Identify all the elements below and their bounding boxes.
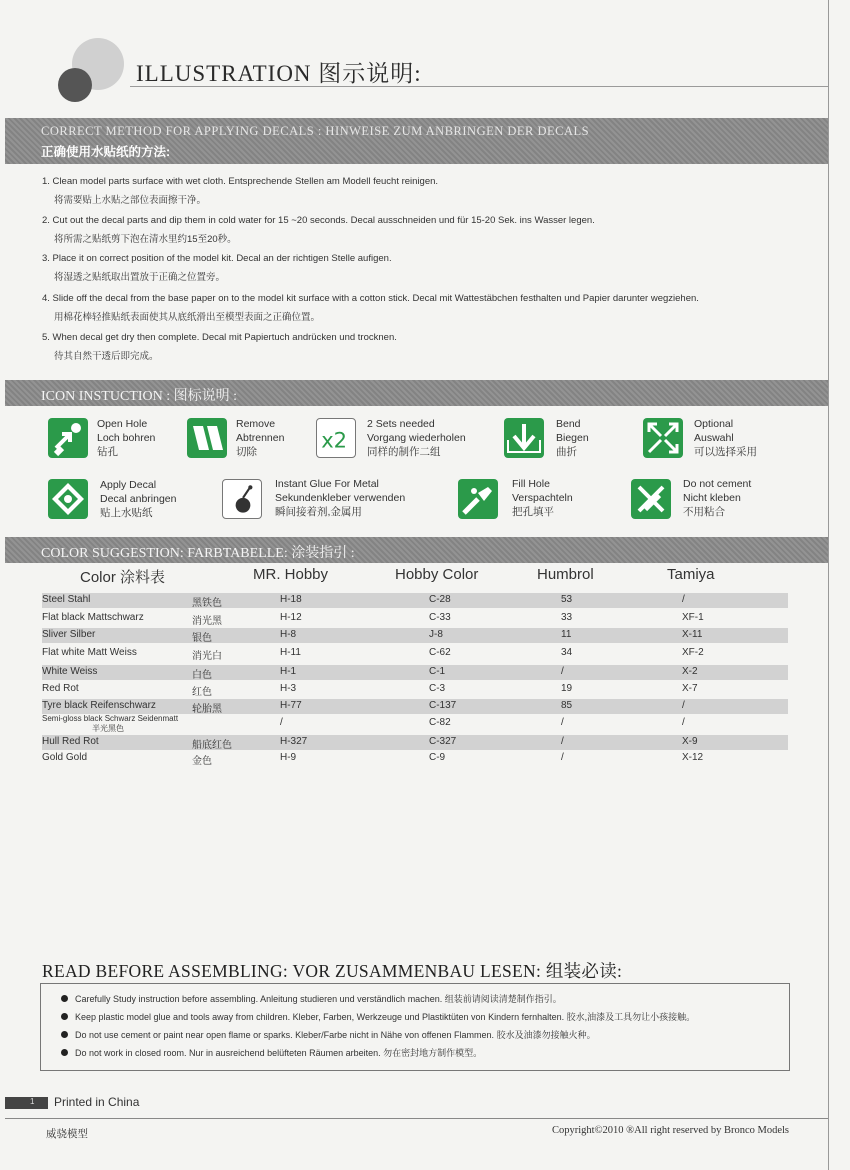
read-before-item xyxy=(61,1028,596,1041)
color-name-en: Hull Red Rot xyxy=(42,736,99,747)
tamiya-code: XF-1 xyxy=(682,612,704,623)
page-title: ILLUSTRATION 图示说明: xyxy=(136,61,422,86)
apply-decal-label xyxy=(100,478,176,520)
remove-label xyxy=(236,417,284,459)
sets-needed-label xyxy=(367,417,466,459)
humbrol-code: 11 xyxy=(561,629,572,640)
color-name-cn: 黑铁色 xyxy=(192,598,222,609)
bullet-icon xyxy=(61,1049,68,1056)
tamiya-code: X-11 xyxy=(682,629,703,640)
decal-step-cn: 将湿透之贴纸取出置放于正确之位置旁。 xyxy=(54,272,226,283)
do-not-cement-label xyxy=(683,477,751,519)
hobby-color-code: C-33 xyxy=(429,612,451,623)
color-name-cn: 白色 xyxy=(192,670,212,681)
read-before-text: Carefully Study instruction before assembling. Anleitung studieren und verständlich machen. 组装前请阅读清楚制作指引。 xyxy=(75,994,562,1004)
decals-heading-band xyxy=(5,118,828,164)
hobby-color-code: C-9 xyxy=(429,752,446,763)
humbrol-code: / xyxy=(561,736,564,747)
decal-step xyxy=(42,253,392,283)
decal-step-en: 5. When decal get dry then complete. Decal mit Papiertuch andrücken und trocknen. xyxy=(42,332,397,343)
color-name-en: Tyre black Reifenschwarz xyxy=(42,700,156,711)
icon-label-line: Instant Glue For Metal xyxy=(275,478,379,490)
color-row xyxy=(42,682,788,697)
color-name-cn: 金色 xyxy=(192,756,212,767)
fill-hole-label xyxy=(512,477,573,519)
page-number: 1 xyxy=(30,1097,35,1106)
bend-icon xyxy=(504,418,544,458)
bullet-icon xyxy=(61,995,68,1002)
col-header-mr-hobby: MR. Hobby xyxy=(253,566,329,583)
read-before-box xyxy=(40,983,790,1071)
tamiya-code: / xyxy=(682,594,685,605)
hobby-color-code: C-3 xyxy=(429,683,446,694)
color-name-cn: 消光白 xyxy=(192,651,222,662)
color-row xyxy=(42,593,788,608)
tamiya-code: X-12 xyxy=(682,752,704,763)
humbrol-code: / xyxy=(561,717,564,728)
color-name-en: Semi-gloss black Schwarz Seidenmatt xyxy=(42,714,179,723)
read-before-text: Keep plastic model glue and tools away from children. Kleber, Farben, Werkzeuge und Plastiktüten von Kindern fernhalten. 胶水,油漆及工具勿让小孩接触。 xyxy=(75,1012,696,1022)
icon-label-line: Decal anbringen xyxy=(100,493,177,505)
bullet-icon xyxy=(61,1031,68,1038)
col-header-hobby-color: Hobby Color xyxy=(395,566,479,583)
color-row xyxy=(42,699,788,714)
icon-label-line: 钻孔 xyxy=(97,446,118,458)
mr-hobby-code: H-18 xyxy=(280,594,302,605)
remove-icon xyxy=(187,418,227,458)
color-name-cn: 银色 xyxy=(192,633,212,644)
color-name-cn: 半光黑色 xyxy=(92,724,124,733)
icon-heading: ICON INSTUCTION : 图标说明 : xyxy=(41,389,237,404)
icon-label-line: Abtrennen xyxy=(236,432,285,444)
humbrol-code: / xyxy=(561,752,564,763)
page-number-bar xyxy=(5,1097,48,1109)
color-row xyxy=(42,611,788,626)
sets-needed-icon xyxy=(316,418,356,458)
title-divider xyxy=(130,86,828,87)
decal-step xyxy=(42,215,595,245)
color-row xyxy=(42,751,788,766)
icon-label-line: 贴上水贴纸 xyxy=(100,507,153,519)
icon-label-line: 把孔填平 xyxy=(512,506,554,518)
copyright: Copyright©2010 ®All right reserved by Bronco Models xyxy=(552,1125,790,1136)
mr-hobby-code: H-11 xyxy=(280,647,301,658)
decal-step-en: 4. Slide off the decal from the base paper on to the model kit surface with a cotton stick. Decal mit Wattestäbchen festhalten und Papier darunter wegziehen. xyxy=(42,293,699,304)
read-before-item xyxy=(61,1010,695,1023)
optional-icon xyxy=(643,418,683,458)
hobby-color-code: C-82 xyxy=(429,717,451,728)
mr-hobby-code: H-1 xyxy=(280,666,297,677)
icon-label-line: 同样的制作二组 xyxy=(367,446,441,458)
apply-decal-icon xyxy=(48,479,88,519)
instant-glue-label xyxy=(275,477,405,519)
color-name-cn: 船底红色 xyxy=(192,740,232,751)
bullet-icon xyxy=(61,1013,68,1020)
decal-step xyxy=(42,293,699,323)
icon-label-line: Nicht kleben xyxy=(683,492,741,504)
icon-label-line: Open Hole xyxy=(97,418,148,430)
color-heading: COLOR SUGGESTION: FARBTABELLE: 涂装指引 : xyxy=(41,546,355,561)
icon-label-line: Do not cement xyxy=(683,478,752,490)
do-not-cement-icon xyxy=(631,479,671,519)
color-name-en: Red Rot xyxy=(42,683,79,694)
brand-cn: 威骁模型 xyxy=(46,1129,88,1140)
decal-step-en: 2. Cut out the decal parts and dip them in cold water for 15 ~20 seconds. Decal ausschneiden und für 15-20 Sek. ins Wasser legen. xyxy=(42,215,595,226)
humbrol-code: 34 xyxy=(561,647,573,658)
mr-hobby-code: H-77 xyxy=(280,700,302,711)
color-row xyxy=(42,628,788,643)
icon-label-line: 曲折 xyxy=(556,446,577,458)
decal-step-cn: 将所需之贴纸剪下泡在清水里约15至20秒。 xyxy=(54,234,237,245)
decal-step-en: 3. Place it on correct position of the model kit. Decal an der richtigen Stelle aufigen. xyxy=(42,253,392,264)
humbrol-code: / xyxy=(561,666,564,677)
humbrol-code: 53 xyxy=(561,594,573,605)
icon-label-line: Remove xyxy=(236,418,276,430)
decals-heading-cn: 正确使用水贴纸的方法: xyxy=(41,145,171,159)
icon-label-line: Sekundenkleber verwenden xyxy=(275,492,406,504)
hobby-color-code: C-1 xyxy=(429,666,446,677)
color-name-cn: 轮胎黑 xyxy=(192,704,222,715)
decal-step-cn: 用棉花棒轻推贴纸表面使其从底纸滑出至模型表面之正确位置。 xyxy=(54,312,321,323)
color-row xyxy=(42,665,788,680)
tamiya-code: X-2 xyxy=(682,666,698,677)
color-row xyxy=(42,714,788,734)
read-before-item xyxy=(61,1046,482,1059)
col-header-color: Color 涂料表 xyxy=(80,569,166,586)
icon-label-line: 瞬间接着剂,金属用 xyxy=(275,506,362,518)
mr-hobby-code: H-3 xyxy=(280,683,297,694)
color-row xyxy=(42,646,788,661)
icon-label-line: 切除 xyxy=(236,446,257,458)
humbrol-code: 85 xyxy=(561,700,573,711)
tamiya-code: X-7 xyxy=(682,683,698,694)
read-before-title: READ BEFORE ASSEMBLING: VOR ZUSAMMENBAU LESEN: 组装必读: xyxy=(42,961,623,981)
optional-label xyxy=(694,417,757,459)
open-hole-icon xyxy=(48,418,88,458)
col-header-humbrol: Humbrol xyxy=(537,566,594,583)
mr-hobby-code: H-8 xyxy=(280,629,297,640)
printed-in: Printed in China xyxy=(54,1095,140,1109)
icon-label-line: Optional xyxy=(694,418,734,430)
icon-label-line: 2 Sets needed xyxy=(367,418,435,430)
hobby-color-code: C-28 xyxy=(429,594,451,605)
color-heading-band xyxy=(5,537,828,563)
icon-heading-band xyxy=(5,380,828,406)
icon-label-line: Apply Decal xyxy=(100,479,157,491)
color-name-en: White Weiss xyxy=(42,666,98,677)
mr-hobby-code: H-9 xyxy=(280,752,297,763)
color-name-cn: 红色 xyxy=(192,687,212,698)
color-name-en: Steel Stahl xyxy=(42,594,91,605)
color-name-en: Flat black Mattschwarz xyxy=(42,612,144,623)
tamiya-code: XF-2 xyxy=(682,647,704,658)
col-header-tamiya: Tamiya xyxy=(667,566,715,583)
color-row xyxy=(42,735,788,750)
icon-label-line: Biegen xyxy=(556,432,589,444)
humbrol-code: 33 xyxy=(561,612,573,623)
footer-divider xyxy=(5,1118,828,1119)
mr-hobby-code: H-327 xyxy=(280,736,308,747)
decal-step-en: 1. Clean model parts surface with wet cloth. Entsprechende Stellen am Modell feucht reinigen. xyxy=(42,176,439,187)
decal-step-cn: 待其自然干透后即完成。 xyxy=(54,351,159,362)
icon-label-line: Auswahl xyxy=(694,432,734,444)
decal-step xyxy=(42,332,397,362)
icon-label-line: Bend xyxy=(556,418,581,430)
header-disc-dark xyxy=(58,68,92,102)
icon-label-line: 可以选择采用 xyxy=(694,446,757,458)
icon-label-line: Vorgang wiederholen xyxy=(367,432,466,444)
hobby-color-code: C-137 xyxy=(429,700,457,711)
color-name-en: Flat white Matt Weiss xyxy=(42,647,137,658)
color-name-cn: 消光黑 xyxy=(192,616,222,627)
bend-label xyxy=(556,417,589,459)
tamiya-code: / xyxy=(682,717,685,728)
open-hole-label xyxy=(97,417,155,459)
humbrol-code: 19 xyxy=(561,683,573,694)
read-before-text: Do not use cement or paint near open flame or sparks. Kleber/Farbe nicht in Nähe von offenen Flammen. 胶水及油漆勿接触火种。 xyxy=(75,1030,596,1040)
icon-label-line: Loch bohren xyxy=(97,432,156,444)
hobby-color-code: C-62 xyxy=(429,647,451,658)
icon-label-line: 不用粘合 xyxy=(683,506,725,518)
hobby-color-code: J-8 xyxy=(429,629,443,640)
mr-hobby-code: / xyxy=(280,717,283,728)
sets-needed-icon-text: x2 xyxy=(321,427,348,453)
fill-hole-icon xyxy=(458,479,498,519)
tamiya-code: X-9 xyxy=(682,736,698,747)
read-before-item xyxy=(61,992,562,1005)
color-name-en: Gold Gold xyxy=(42,752,88,763)
read-before-text: Do not work in closed room. Nur in ausreichend belüfteten Räumen arbeiten. 勿在密封地方制作模型。 xyxy=(75,1048,483,1058)
icon-label-line: Verspachteln xyxy=(512,492,573,504)
hobby-color-code: C-327 xyxy=(429,736,457,747)
instant-glue-icon xyxy=(222,479,262,519)
tamiya-code: / xyxy=(682,700,685,711)
page-edge xyxy=(828,0,829,1170)
decal-step xyxy=(42,176,438,206)
mr-hobby-code: H-12 xyxy=(280,612,302,623)
icon-label-line: Fill Hole xyxy=(512,478,550,490)
decal-step-cn: 将需要贴上水贴之部位表面擦干净。 xyxy=(54,195,207,206)
decals-heading-en: CORRECT METHOD FOR APPLYING DECALS : HINWEISE ZUM ANBRINGEN DER DECALS xyxy=(41,124,590,138)
color-name-en: Sliver Silber xyxy=(42,629,96,640)
